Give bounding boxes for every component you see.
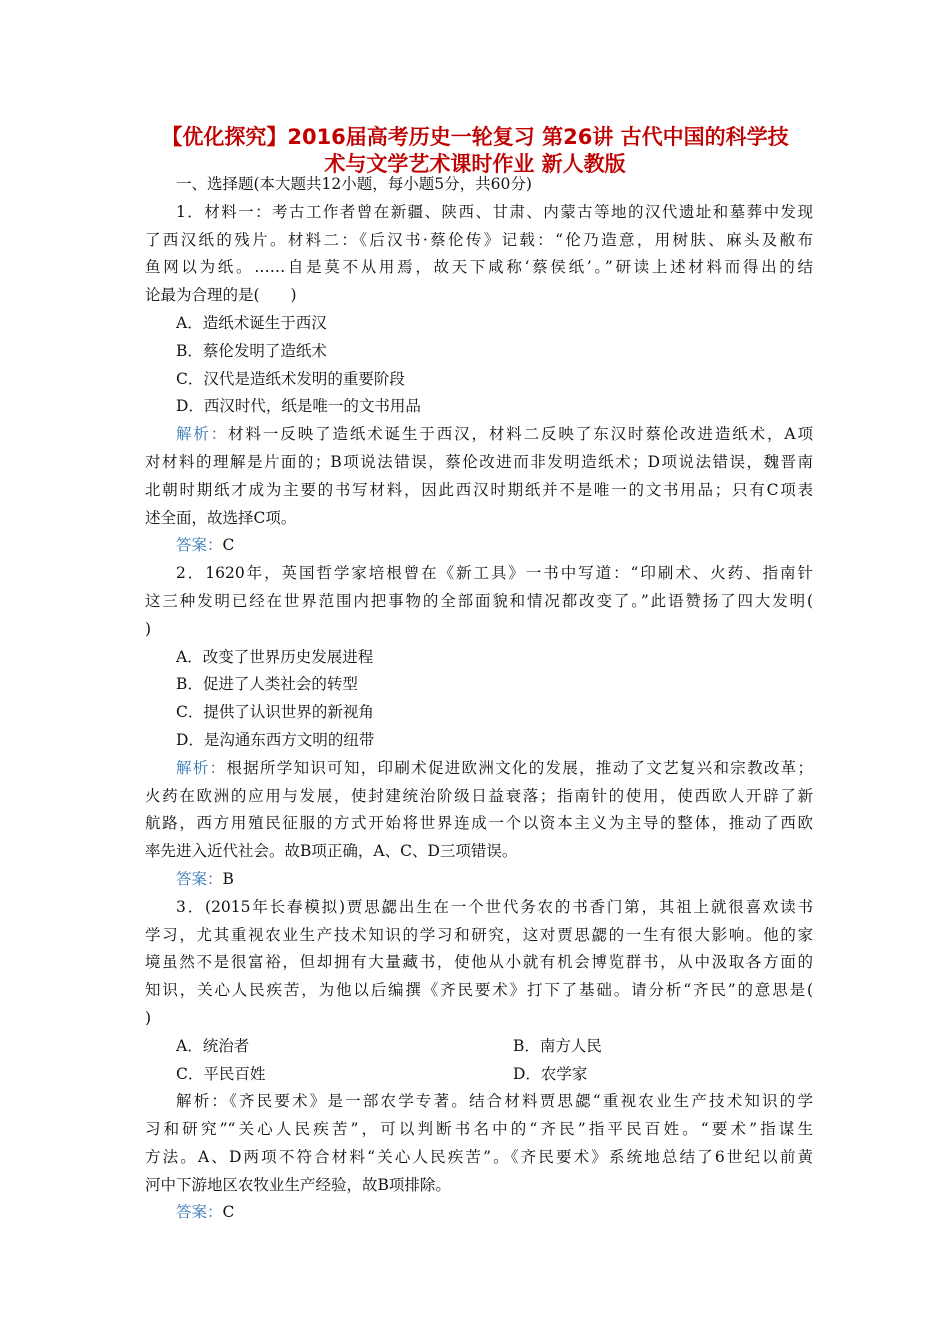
analysis-text: 材料一反映了造纸术诞生于西汉，材料二反映了东汉时蔡伦改进造纸术，A项	[228, 425, 813, 444]
question-1-analysis-line: 述全面，故选择C项。	[145, 508, 297, 527]
analysis-text: 《齐民要术》是一部农学专著。结合材料贾思勰“重视农业生产技术知识的学	[229, 1092, 813, 1111]
question-3-analysis-line: 习和研究”“关心人民疾苦”，可以判断书名中的“齐民”指平民百姓。“要术”指谋生	[145, 1120, 813, 1139]
question-3-option-c: C．平民百姓	[176, 1064, 266, 1083]
question-1-option-b: B．蔡伦发明了造纸术	[176, 341, 327, 360]
question-2-analysis-line	[145, 755, 813, 783]
document-title	[140, 124, 810, 178]
question-2-stem-line: 2．1620年，英国哲学家培根曾在《新工具》一书中写道：“印刷术、火药、指南针	[176, 564, 813, 583]
question-2-analysis-line: 率先进入近代社会。故B项正确，A、C、D三项错误。	[145, 842, 518, 861]
question-3-stem-line: 3．(2015年长春模拟)贾思勰出生在一个世代务农的书香门第，其祖上就很喜欢读书	[176, 897, 813, 916]
question-2-option-b: B．促进了人类社会的转型	[176, 675, 358, 694]
question-1-analysis-line: 对材料的理解是片面的；B项说法错误，蔡伦改进而非发明造纸术；D项说法错误，魏晋南	[145, 452, 813, 471]
question-1-option-a: A．造纸术诞生于西汉	[176, 313, 327, 332]
answer-label: 答案：	[176, 869, 223, 888]
question-1-option-c: C．汉代是造纸术发明的重要阶段	[176, 369, 405, 388]
question-1	[145, 199, 813, 560]
question-1-analysis-line: 北朝时期纸才成为主要的书写材料，因此西汉时期纸并不是唯一的文书用品；只有C项表	[145, 480, 813, 499]
answer-label: 答案：	[176, 536, 223, 555]
answer-value: B	[222, 869, 234, 888]
title-line-1: 【优化探究】2016届高考历史一轮复习 第26讲 古代中国的科学技	[161, 125, 789, 149]
question-2-analysis-line: 航路，西方用殖民征服的方式开始将世界连成一个以资本主义为主导的整体，推动了西欧	[145, 814, 813, 833]
question-3-option-d: D．农学家	[513, 1064, 588, 1083]
analysis-label: 解析：	[176, 1092, 230, 1111]
question-3-option-a: A．统治者	[176, 1036, 250, 1055]
question-1-answer	[145, 532, 813, 560]
answer-label: 答案：	[176, 1203, 223, 1222]
question-3-analysis-line: 方法。A、D两项不符合材料“关心人民疾苦”。《齐民要术》系统地总结了6世纪以前黄	[145, 1147, 813, 1166]
question-3-stem-line: 学习，尤其重视农业生产技术知识的学习和研究，这对贾思勰的一生有很大影响。他的家	[145, 925, 813, 944]
analysis-label: 解析：	[176, 758, 227, 777]
question-2-stem-line: 这三种发明已经在世界范围内把事物的全部面貌和情况都改变了。”此语赞扬了四大发明(	[145, 591, 813, 610]
question-2-analysis-line: 火药在欧洲的应用与发展，使封建统治阶级日益衰落；指南针的使用，使西欧人开辟了新	[145, 786, 813, 805]
question-1-stem-line: 1．材料一：考古工作者曾在新疆、陕西、甘肃、内蒙古等地的汉代遗址和墓葬中发现	[176, 202, 813, 221]
question-3-options-row	[145, 1033, 813, 1061]
question-1-analysis-line	[145, 421, 813, 449]
question-3-analysis-line	[145, 1088, 813, 1116]
question-2-option-d: D．是沟通东西方文明的纽带	[176, 730, 375, 749]
question-1-stem-line: 了西汉纸的残片。材料二：《后汉书·蔡伦传》记载：“伦乃造意，用树肤、麻头及敝布	[145, 230, 813, 249]
answer-value: C	[222, 536, 235, 555]
answer-value: C	[222, 1203, 235, 1222]
analysis-text: 根据所学知识可知，印刷术促进欧洲文化的发展，推动了文艺复兴和宗教改革；	[226, 758, 813, 777]
analysis-label: 解析：	[176, 425, 229, 444]
question-1-stem-line: 鱼网以为纸。……自是莫不从用焉，故天下咸称‘蔡侯纸’。”研读上述材料而得出的结	[145, 258, 813, 277]
question-3-answer	[145, 1199, 813, 1227]
question-3-analysis-line: 河中下游地区农牧业生产经验，故B项排除。	[145, 1175, 451, 1194]
section-heading: 一、选择题(本大题共12小题，每小题5分，共60分)	[176, 175, 532, 193]
question-1-option-d: D．西汉时代，纸是唯一的文书用品	[176, 397, 421, 416]
question-3-stem-line: )	[145, 1008, 152, 1027]
question-3-stem-line: 境虽然不是很富裕，但却拥有大量藏书，使他从小就有机会博览群书，从中汲取各方面的	[145, 953, 813, 972]
question-3-options-row	[145, 1061, 813, 1089]
question-2-stem-line: )	[145, 619, 152, 638]
title-line-2: 术与文学艺术课时作业 新人教版	[324, 152, 626, 176]
question-2-option-a: A．改变了世界历史发展进程	[176, 647, 374, 666]
question-1-stem-line: 论最为合理的是( )	[145, 286, 297, 305]
document-body	[145, 171, 813, 1227]
question-3	[145, 894, 813, 1228]
question-2	[145, 560, 813, 894]
question-2-answer	[145, 866, 813, 894]
question-3-stem-line: 知识，关心人民疾苦，为他以后编撰《齐民要术》打下了基础。请分析“齐民”的意思是(	[145, 981, 813, 1000]
question-3-option-b: B．南方人民	[513, 1036, 602, 1055]
question-2-option-c: C．提供了认识世界的新视角	[176, 703, 374, 722]
